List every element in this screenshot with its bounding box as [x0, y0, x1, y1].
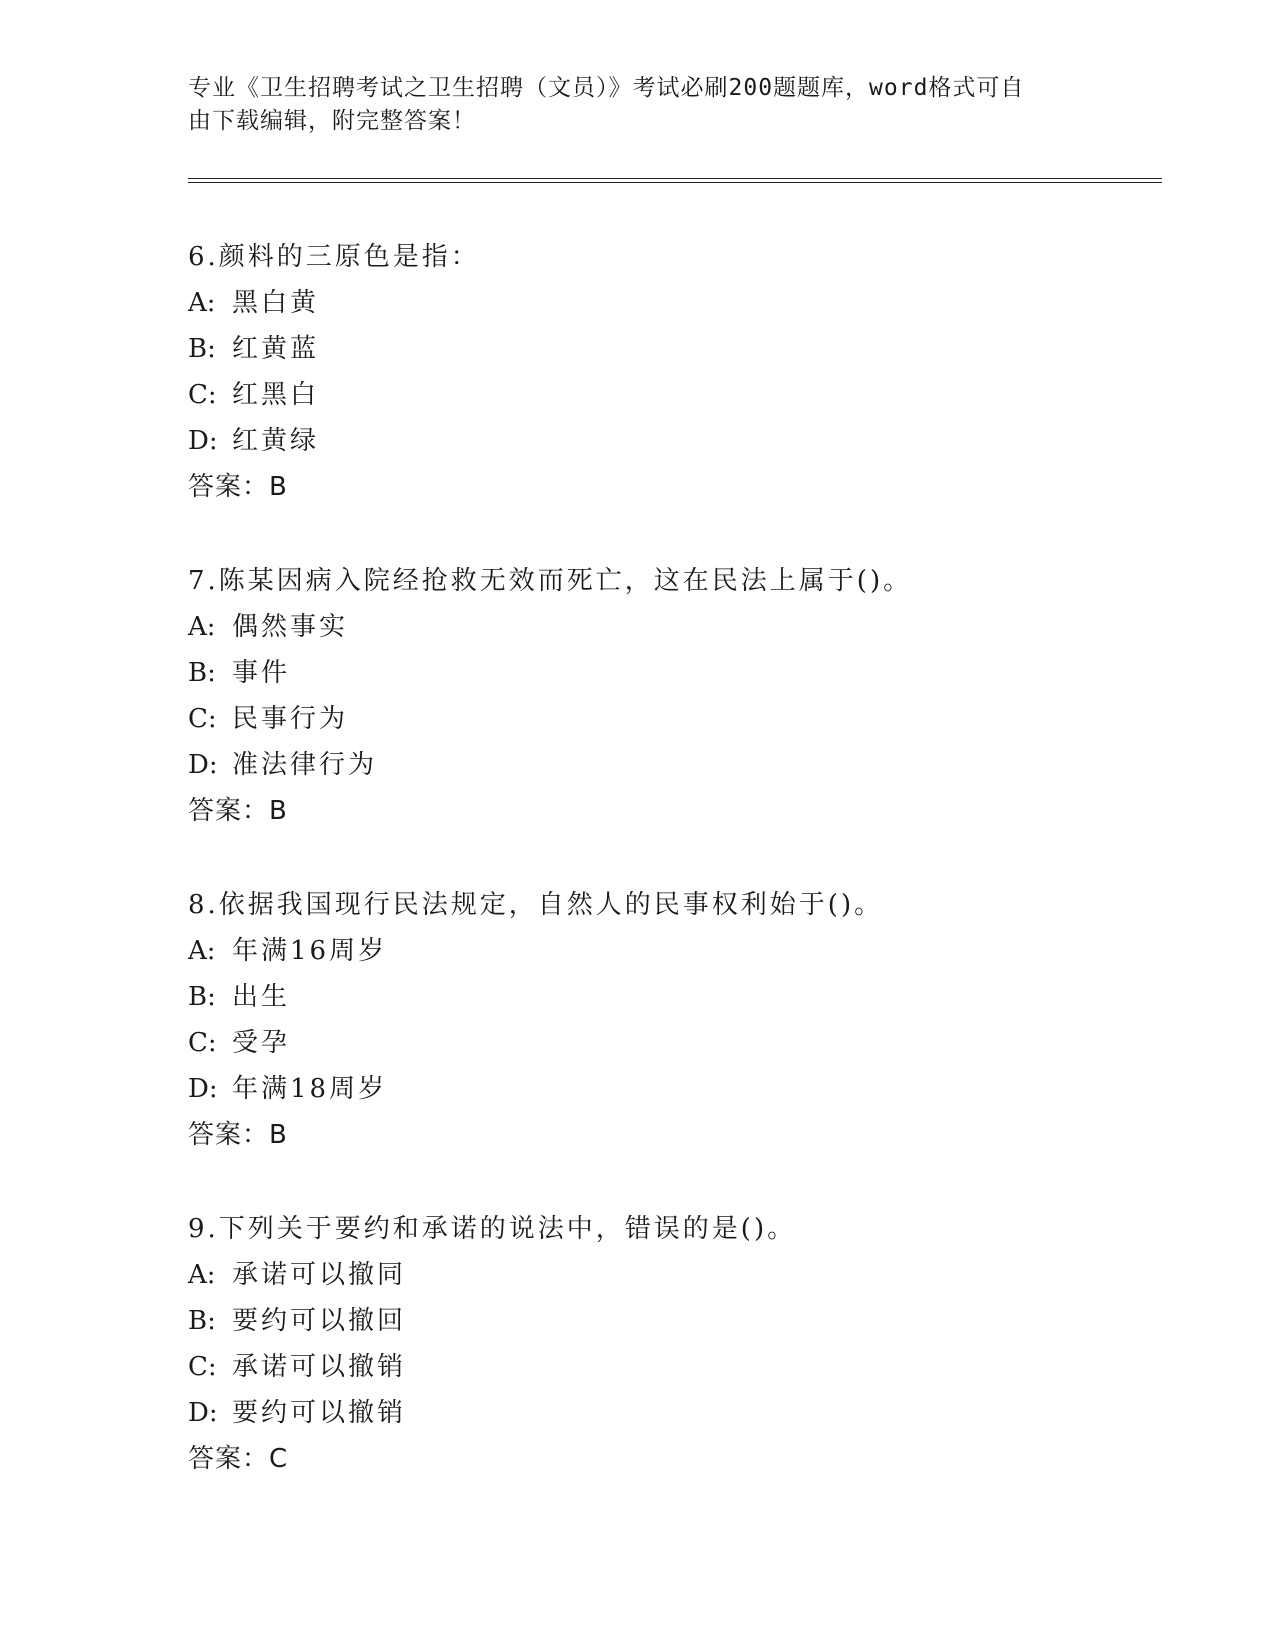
option-text: 民事行为: [232, 704, 349, 734]
option-label: A:: [188, 288, 216, 318]
option-text: 红黄蓝: [232, 334, 320, 364]
option-label: D:: [188, 1074, 218, 1104]
option-a: [188, 604, 1188, 650]
question-block: [188, 1206, 1188, 1482]
header-line-1: 专业《卫生招聘考试之卫生招聘（文员）》考试必刷200题题库，word格式可自: [188, 75, 1025, 101]
option-label: D:: [188, 750, 218, 780]
option-b: [188, 326, 1188, 372]
option-label: A:: [188, 612, 216, 642]
option-text: 事件: [232, 658, 291, 688]
option-label: C:: [188, 1352, 217, 1382]
option-label: C:: [188, 1028, 217, 1058]
option-text: 年满18周岁: [232, 1074, 388, 1104]
option-c: [188, 1344, 1188, 1390]
option-text: 黑白黄: [232, 288, 320, 318]
option-label: D:: [188, 1398, 218, 1428]
option-a: [188, 928, 1188, 974]
option-b: [188, 1298, 1188, 1344]
question-block: [188, 234, 1188, 510]
answer-line: 答案：C: [188, 1444, 289, 1474]
option-d: [188, 1066, 1188, 1112]
question-stem: 7.陈某因病入院经抢救无效而死亡，这在民法上属于()。: [188, 566, 913, 596]
option-c: [188, 696, 1188, 742]
option-text: 受孕: [232, 1028, 291, 1058]
option-d: [188, 418, 1188, 464]
option-d: [188, 742, 1188, 788]
option-label: B:: [188, 1306, 216, 1336]
option-text: 红黑白: [232, 380, 320, 410]
option-c: [188, 1020, 1188, 1066]
option-text: 红黄绿: [232, 426, 320, 456]
option-label: C:: [188, 704, 217, 734]
option-text: 承诺可以撤销: [232, 1352, 407, 1382]
option-label: D:: [188, 426, 218, 456]
option-label: B:: [188, 334, 216, 364]
option-d: [188, 1390, 1188, 1436]
question-block: [188, 558, 1188, 834]
question-stem: 9.下列关于要约和承诺的说法中，错误的是()。: [188, 1214, 797, 1244]
option-label: A:: [188, 936, 216, 966]
option-text: 出生: [232, 982, 291, 1012]
option-text: 要约可以撤销: [232, 1398, 407, 1428]
header-line-2: 由下载编辑，附完整答案！: [188, 108, 476, 134]
question-block: [188, 882, 1188, 1158]
answer-line: 答案：B: [188, 472, 288, 502]
option-label: C:: [188, 380, 217, 410]
option-label: A:: [188, 1260, 216, 1290]
option-text: 准法律行为: [232, 750, 378, 780]
question-stem: 6.颜料的三原色是指：: [188, 242, 480, 272]
option-b: [188, 650, 1188, 696]
option-label: B:: [188, 658, 216, 688]
option-a: [188, 1252, 1188, 1298]
option-a: [188, 280, 1188, 326]
answer-line: 答案：B: [188, 796, 288, 826]
option-text: 偶然事实: [232, 612, 349, 642]
option-text: 要约可以撤回: [232, 1306, 407, 1336]
option-text: 年满16周岁: [232, 936, 388, 966]
option-c: [188, 372, 1188, 418]
option-label: B:: [188, 982, 216, 1012]
header-divider: [188, 178, 1162, 183]
document-header: [188, 72, 1078, 138]
option-text: 承诺可以撤同: [232, 1260, 407, 1290]
answer-line: 答案：B: [188, 1120, 288, 1150]
option-b: [188, 974, 1188, 1020]
question-stem: 8.依据我国现行民法规定，自然人的民事权利始于()。: [188, 890, 884, 920]
